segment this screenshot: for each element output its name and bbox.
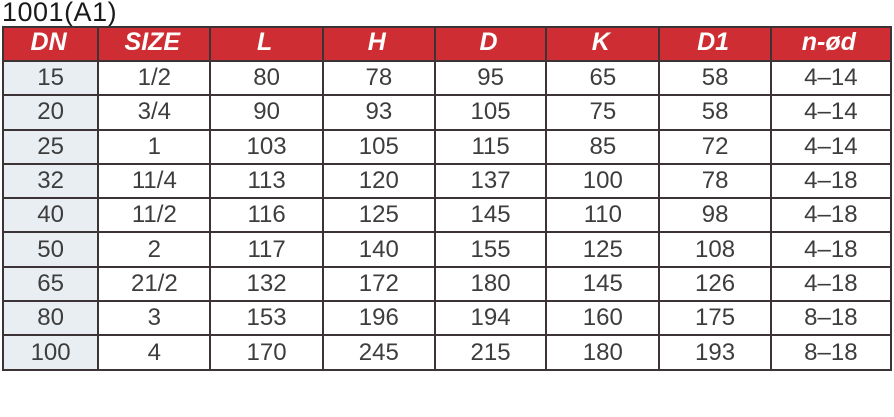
table-cell: 4–18	[771, 232, 891, 266]
table-row	[3, 267, 891, 301]
column-header-d: D	[435, 27, 546, 61]
table-cell: 4–18	[771, 164, 891, 198]
column-header-size: SIZE	[98, 27, 210, 61]
table-row	[3, 61, 891, 95]
table-row	[3, 95, 891, 129]
table-cell: 175	[659, 301, 770, 335]
table-cell: 11/2	[98, 198, 210, 232]
table-cell: 78	[323, 61, 435, 95]
table-cell: 1	[98, 130, 210, 164]
column-header-n-od: n-ød	[771, 27, 891, 61]
page-title: 1001(A1)	[2, 0, 118, 27]
table-cell: 3	[98, 301, 210, 335]
table-cell: 1/2	[98, 61, 210, 95]
table-cell: 120	[323, 164, 435, 198]
table-cell: 25	[3, 130, 98, 164]
column-header-dn: DN	[3, 27, 98, 61]
table-cell: 4–14	[771, 61, 891, 95]
table-cell: 137	[435, 164, 546, 198]
table-cell: 4–14	[771, 130, 891, 164]
table-cell: 8–18	[771, 301, 891, 335]
table-cell: 15	[3, 61, 98, 95]
table-row	[3, 164, 891, 198]
table-cell: 113	[210, 164, 322, 198]
table-cell: 132	[210, 267, 322, 301]
table-cell: 58	[659, 61, 770, 95]
table-cell: 103	[210, 130, 322, 164]
table-cell: 93	[323, 95, 435, 129]
table-cell: 98	[659, 198, 770, 232]
table-cell: 80	[210, 61, 322, 95]
table-cell: 4–14	[771, 95, 891, 129]
table-cell: 172	[323, 267, 435, 301]
column-header-l: L	[210, 27, 322, 61]
table-cell: 100	[546, 164, 659, 198]
table-cell: 126	[659, 267, 770, 301]
table-cell: 145	[546, 267, 659, 301]
table-cell: 4	[98, 335, 210, 369]
table-cell: 20	[3, 95, 98, 129]
table-cell: 50	[3, 232, 98, 266]
table-cell: 2	[98, 232, 210, 266]
table-cell: 90	[210, 95, 322, 129]
column-header-h: H	[323, 27, 435, 61]
table-cell: 11/4	[98, 164, 210, 198]
table-row	[3, 232, 891, 266]
table-row	[3, 130, 891, 164]
table-cell: 85	[546, 130, 659, 164]
table-cell: 160	[546, 301, 659, 335]
table-cell: 105	[435, 95, 546, 129]
table-cell: 193	[659, 335, 770, 369]
table-cell: 115	[435, 130, 546, 164]
dimension-table	[2, 26, 892, 371]
table-cell: 153	[210, 301, 322, 335]
table-cell: 58	[659, 95, 770, 129]
table-cell: 140	[323, 232, 435, 266]
table-cell: 65	[546, 61, 659, 95]
table-cell: 4–18	[771, 198, 891, 232]
table-cell: 65	[3, 267, 98, 301]
column-header-k: K	[546, 27, 659, 61]
table-cell: 180	[546, 335, 659, 369]
table-cell: 8–18	[771, 335, 891, 369]
table-cell: 78	[659, 164, 770, 198]
table-cell: 72	[659, 130, 770, 164]
table-row	[3, 335, 891, 369]
table-cell: 75	[546, 95, 659, 129]
table-cell: 40	[3, 198, 98, 232]
table-cell: 105	[323, 130, 435, 164]
table-cell: 170	[210, 335, 322, 369]
table-cell: 95	[435, 61, 546, 95]
table-cell: 145	[435, 198, 546, 232]
table-row	[3, 301, 891, 335]
table-cell: 110	[546, 198, 659, 232]
table-cell: 125	[323, 198, 435, 232]
table-cell: 117	[210, 232, 322, 266]
table-cell: 155	[435, 232, 546, 266]
table-cell: 180	[435, 267, 546, 301]
table-cell: 80	[3, 301, 98, 335]
table-cell: 116	[210, 198, 322, 232]
table-cell: 215	[435, 335, 546, 369]
table-cell: 21/2	[98, 267, 210, 301]
table-cell: 194	[435, 301, 546, 335]
table-cell: 32	[3, 164, 98, 198]
table-row	[3, 198, 891, 232]
column-header-d1: D1	[659, 27, 770, 61]
table-cell: 4–18	[771, 267, 891, 301]
table-cell: 108	[659, 232, 770, 266]
table-cell: 3/4	[98, 95, 210, 129]
header-row	[3, 27, 891, 61]
table-cell: 245	[323, 335, 435, 369]
table-cell: 196	[323, 301, 435, 335]
table-cell: 100	[3, 335, 98, 369]
table-body	[3, 61, 891, 370]
table-cell: 125	[546, 232, 659, 266]
